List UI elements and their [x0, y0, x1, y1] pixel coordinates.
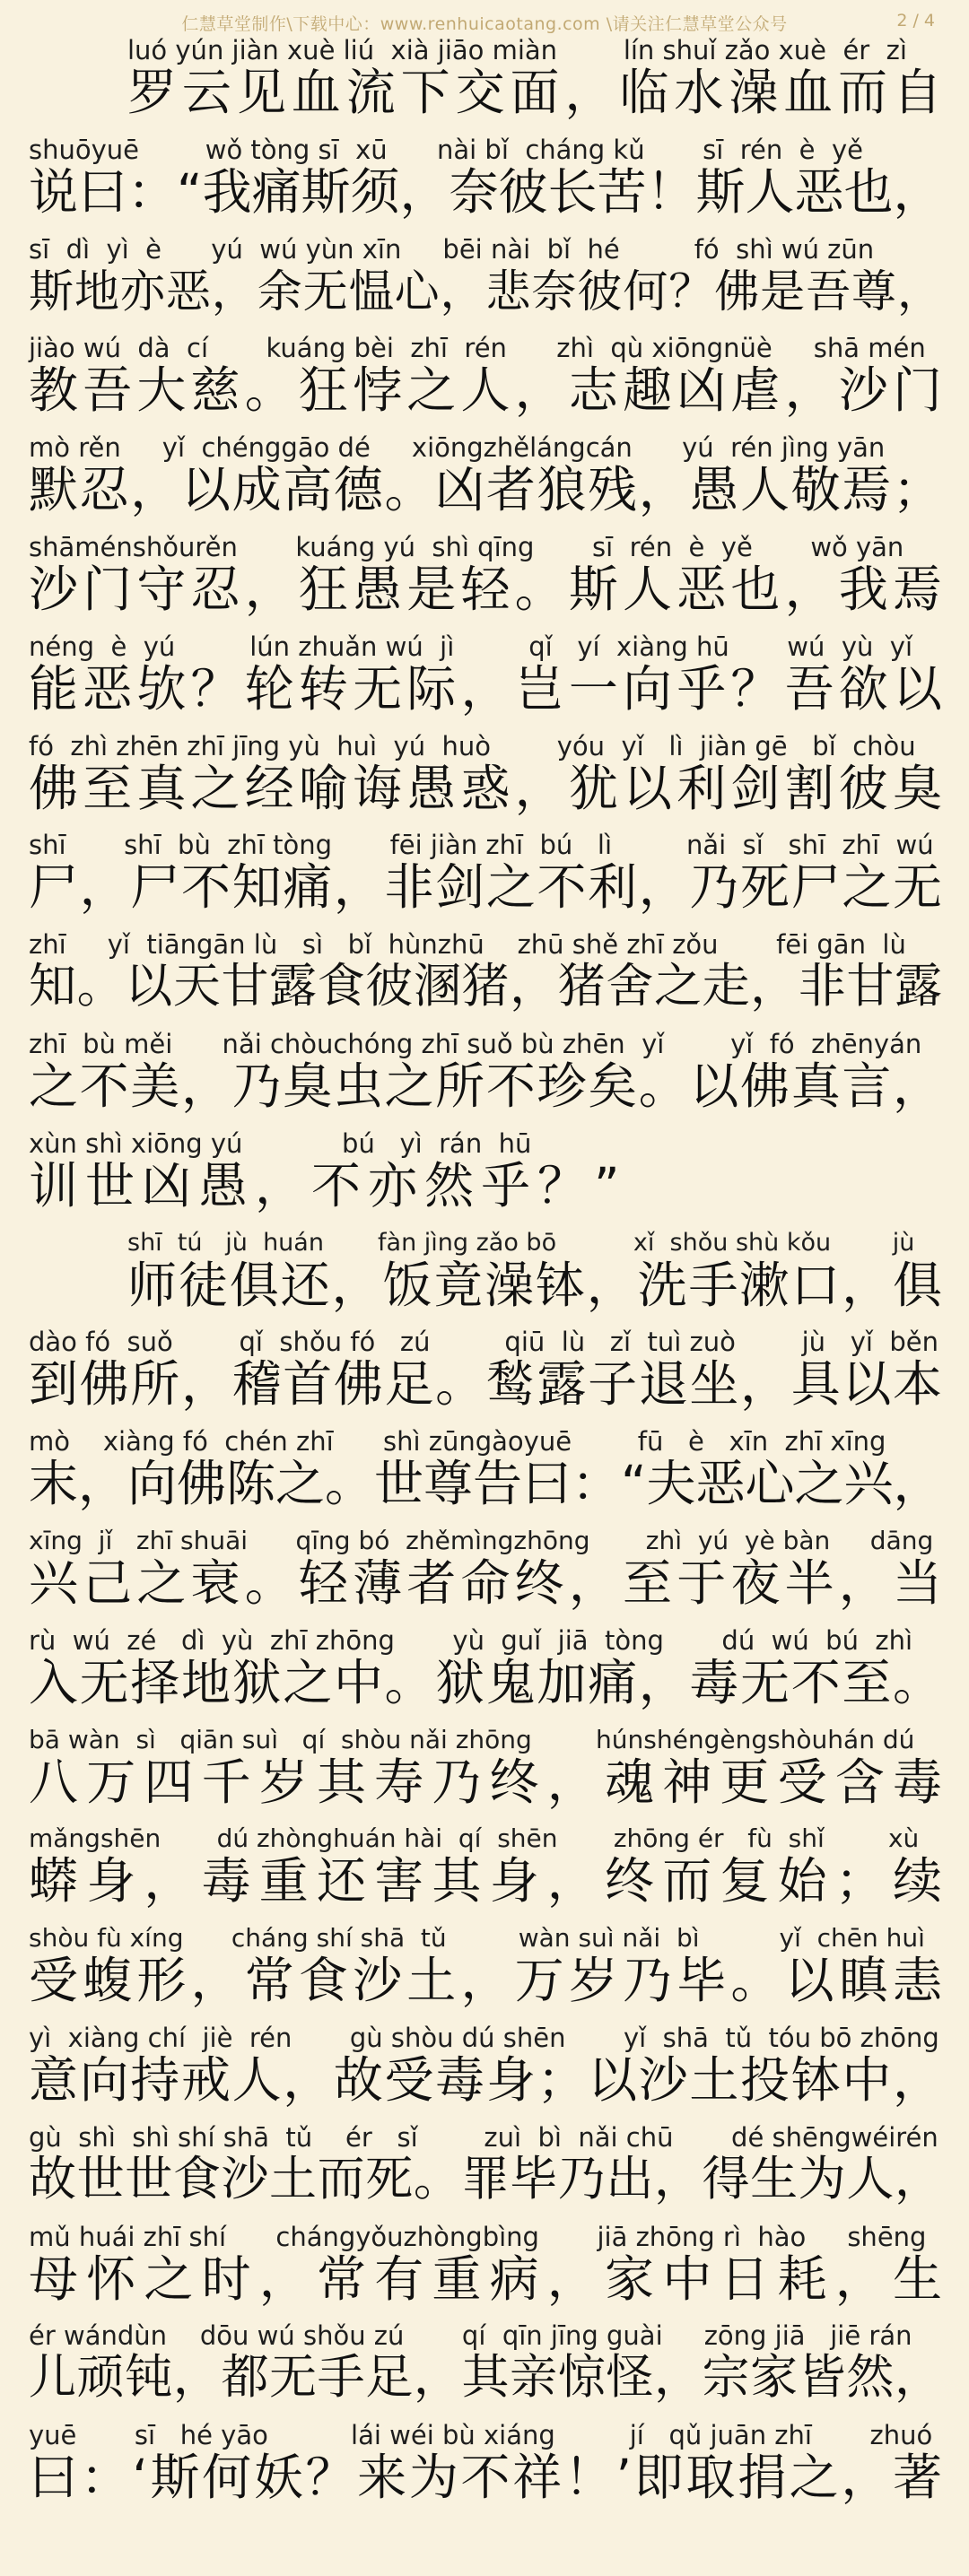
hanzi-line: 母怀之时，常有重病，家中日耗，生 — [29, 2250, 942, 2308]
pinyin-line: xīng jǐ zhī shuāi qīng bó zhěmìngzhōng zhì yú yè bàn dāng — [29, 1525, 934, 1555]
hanzi-line: 能恶欤？轮转无际，岂一向乎？吾欲以 — [29, 659, 942, 718]
text-line — [29, 623, 942, 723]
hanzi-line: 蟒身，毒重还害其身，终而复始；续 — [29, 1852, 942, 1910]
text-line — [29, 325, 942, 424]
hanzi-line: 训世凶愚，不亦然乎？” — [29, 1156, 627, 1214]
text-line — [29, 1815, 942, 1915]
text-line — [29, 2214, 942, 2313]
pinyin-line: zhī yǐ tiāngān lù sì bǐ hùnzhū zhū shě zhī zǒu fēi gān lù — [29, 929, 906, 961]
scripture-text — [29, 27, 942, 2511]
text-line — [29, 2312, 942, 2412]
pinyin-line: jiào wú dà cí kuáng bèi zhī rén zhì qù xiōngnüè shā mén — [29, 333, 926, 364]
text-line — [29, 524, 942, 623]
hanzi-line: 默忍，以成高德。凶者狼残，愚人敬焉； — [29, 461, 942, 519]
text-line — [29, 1021, 942, 1120]
pinyin-line: mǎngshēn dú zhònghuán hài qí shēn zhōng ér fù shǐ xù — [29, 1823, 920, 1854]
text-line — [29, 1717, 942, 1816]
pinyin-line: dào fó suǒ qǐ shǒu fó zú qiū lù zǐ tuì zuò jù yǐ běn — [29, 1327, 938, 1358]
text-line — [29, 2412, 942, 2511]
text-line — [29, 1518, 942, 1617]
pinyin-line: shī tú jù huán fàn jìng zǎo bō xǐ shǒu shù kǒu jù — [127, 1228, 915, 1257]
text-line — [29, 1120, 942, 1220]
pinyin-line: luó yún jiàn xuè liú xià jiāo miàn lín shuǐ zǎo xuè ér zì — [127, 35, 907, 65]
hanzi-line: 末，向佛陈之。世尊告曰：“夫恶心之兴， — [29, 1455, 943, 1513]
page-number: 2 / 4 — [896, 11, 935, 30]
pinyin-line: yì xiàng chí jiè rén gù shòu dú shēn yǐ shā tǔ tóu bō zhōng — [29, 2022, 939, 2053]
hanzi-line: 儿顽钝，都无手足，其亲惊怪，宗家皆然， — [29, 2350, 942, 2406]
hanzi-line: 意向持戒人，故受毒身；以沙土投钵中， — [29, 2050, 942, 2109]
hanzi-line: 师徒俱还，饭竟澡钵，洗手漱口，俱 — [127, 1256, 942, 1314]
pinyin-line: gù shì shì shí shā tǔ ér sǐ zuì bì nǎi chū dé shēngwéirén — [29, 2121, 938, 2153]
hanzi-line: 到佛所，稽首佛足。鹙露子退坐，具以本 — [29, 1355, 942, 1414]
text-line — [29, 126, 942, 226]
pinyin-line: ér wándùn dōu wú shǒu zú qí qīn jīng guài zōng jiā jiē rán — [29, 2320, 912, 2352]
text-line — [29, 27, 942, 126]
header-title: 仁慧草堂制作\下载中心：www.renhuicaotang.com \请关注仁慧草堂公众号 — [181, 14, 788, 34]
text-line — [29, 226, 942, 326]
text-line — [29, 2015, 942, 2114]
pinyin-line: fó zhì zhēn zhī jīng yù huì yú huò yóu yǐ lì jiàn gē bǐ chòu — [29, 730, 916, 761]
pinyin-line: mò xiàng fó chén zhī shì zūngàoyuē fū è xīn zhī xīng — [29, 1426, 886, 1458]
text-line — [29, 424, 942, 524]
hanzi-line: 佛至真之经喻诲愚惑，犹以利剑割彼臭 — [29, 759, 942, 817]
text-line — [29, 1318, 942, 1418]
pinyin-line: shī shī bù zhī tòng fēi jiàn zhī bú lì nǎi sǐ shī zhī wú — [29, 830, 934, 861]
pinyin-line: mò rěn yǐ chénggāo dé xiōngzhělángcán yú rén jìng yān — [29, 432, 886, 464]
pinyin-line: sī dì yì è yú wú yùn xīn bēi nài bǐ hé fó shì wú zūn — [29, 233, 875, 265]
pinyin-line: mǔ huái zhī shí chángyǒuzhòngbìng jiā zhōng rì hào shēng — [29, 2221, 927, 2252]
pinyin-line: rù wú zé dì yù zhī zhōng yù guǐ jiā tòng dú wú bú zhì — [29, 1624, 913, 1656]
hanzi-line: 之不美，乃臭虫之所不珍矣。以佛真言， — [29, 1057, 942, 1115]
hanzi-line: 知。以天甘露食彼溷猪，猪舍之走，非甘露 — [29, 959, 942, 1014]
text-line — [29, 1915, 942, 2015]
hanzi-line: 尸，尸不知痛，非剑之不利，乃死尸之无 — [29, 858, 942, 917]
pinyin-line: yuē sī hé yāo lái wéi bù xiáng jí qǔ juān zhī zhuó — [29, 2420, 933, 2451]
pinyin-line: xùn shì xiōng yú bú yì rán hū — [29, 1127, 532, 1159]
text-line — [29, 1617, 942, 1717]
hanzi-line: 八万四千岁其寿乃终，魂神更受含毒 — [29, 1753, 942, 1811]
pinyin-line: zhī bù měi nǎi chòuchóng zhī suǒ bù zhēn yǐ yǐ fó zhēnyán — [29, 1028, 922, 1059]
text-line — [29, 921, 942, 1021]
text-line — [29, 822, 942, 921]
pinyin-line: néng è yú lún zhuǎn wú jì qǐ yí xiàng hū wú yù yǐ — [29, 631, 913, 662]
hanzi-line: 故世世食沙土而死。罪毕乃出，得生为人， — [29, 2151, 942, 2206]
hanzi-line: 入无择地狱之中。狱鬼加痛，毒无不至。 — [29, 1653, 942, 1711]
hanzi-line: 受蝮形，常食沙土，万岁乃毕。以瞋恚 — [29, 1952, 942, 2010]
hanzi-line: 罗云见血流下交面，临水澡血而自 — [127, 64, 942, 121]
hanzi-line: 曰：‘斯何妖？来为不祥！’即取捐之，著 — [29, 2449, 942, 2507]
pinyin-line: shuōyuē wǒ tòng sī xū nài bǐ cháng kǔ sī rén è yě — [29, 134, 863, 165]
hanzi-line: 斯地亦恶，余无愠心，悲奈彼何？佛是吾尊， — [29, 265, 942, 318]
hanzi-line: 教吾大慈。狂悖之人，志趣凶虐，沙门 — [29, 361, 942, 420]
pinyin-line: bā wàn sì qiān suì qí shòu nǎi zhōng húnshéngèngshòuhán dú — [29, 1724, 915, 1754]
hanzi-line: 沙门守忍，狂愚是轻。斯人恶也，我焉 — [29, 560, 942, 618]
text-line — [29, 1220, 942, 1319]
pinyin-line: shòu fù xíng cháng shí shā tǔ wàn suì nǎi bì yǐ chēn huì — [29, 1923, 925, 1954]
hanzi-line: 兴己之衰。轻薄者命终，至于夜半，当 — [29, 1553, 942, 1612]
pinyin-line: shāménshǒurěn kuáng yú shì qīng sī rén è yě wǒ yān — [29, 531, 904, 562]
text-line — [29, 723, 942, 822]
text-line — [29, 2114, 942, 2214]
hanzi-line: 说曰：“我痛斯须，奈彼长苦！斯人恶也， — [29, 162, 943, 221]
text-line — [29, 1418, 942, 1518]
